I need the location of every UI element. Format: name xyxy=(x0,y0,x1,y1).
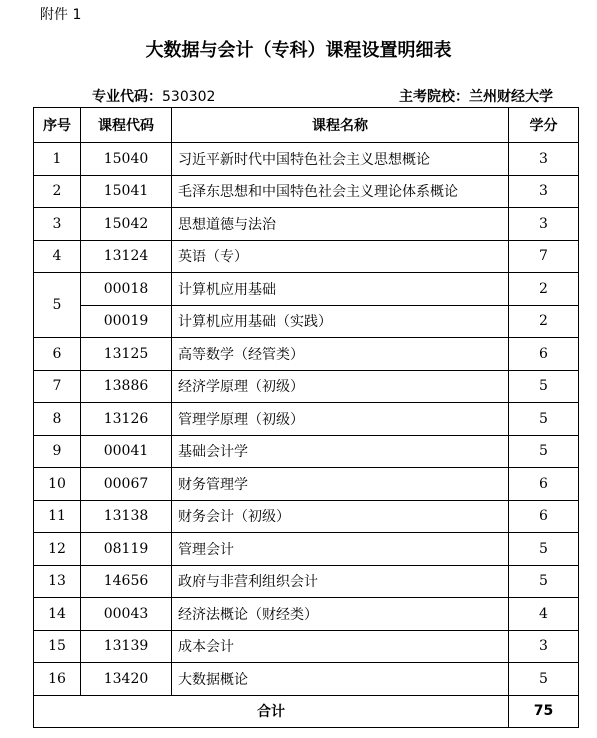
table-row xyxy=(34,468,579,501)
row-course-name: 思想道德与法治 xyxy=(172,208,509,241)
row-credit: 5 xyxy=(509,403,579,436)
major-code-label: 专业代码： xyxy=(92,89,162,105)
row-credit: 5 xyxy=(509,370,579,403)
row-credit: 5 xyxy=(509,435,579,468)
row-code: 00041 xyxy=(81,435,172,468)
row-credit: 5 xyxy=(509,565,579,598)
row-seq: 11 xyxy=(34,500,81,533)
row-code: 00019 xyxy=(81,305,172,338)
table-row xyxy=(34,305,579,338)
row-course-name: 毛泽东思想和中国特色社会主义理论体系概论 xyxy=(172,175,509,208)
row-seq: 3 xyxy=(34,208,81,241)
row-credit: 5 xyxy=(509,533,579,566)
row-course-name: 基础会计学 xyxy=(172,435,509,468)
row-credit: 6 xyxy=(509,468,579,501)
row-course-name: 经济法概论（财经类） xyxy=(172,598,509,631)
row-seq: 15 xyxy=(34,630,81,663)
row-seq: 7 xyxy=(34,370,81,403)
row-code: 15042 xyxy=(81,208,172,241)
table-row xyxy=(34,598,579,631)
row-course-name: 英语（专） xyxy=(172,240,509,273)
school-line xyxy=(399,86,553,106)
row-code: 13125 xyxy=(81,338,172,371)
total-row xyxy=(34,695,579,727)
row-code: 08119 xyxy=(81,533,172,566)
row-credit: 3 xyxy=(509,208,579,241)
row-code: 13126 xyxy=(81,403,172,436)
row-code: 13139 xyxy=(81,630,172,663)
attachment-label: 附件 1 xyxy=(40,7,82,23)
table-row xyxy=(34,273,579,306)
row-course-name: 计算机应用基础（实践） xyxy=(172,305,509,338)
row-seq: 8 xyxy=(34,403,81,436)
row-code: 00043 xyxy=(81,598,172,631)
table-header-row xyxy=(34,108,579,143)
row-credit: 3 xyxy=(509,175,579,208)
row-code: 13124 xyxy=(81,240,172,273)
row-course-name: 计算机应用基础 xyxy=(172,273,509,306)
table-row xyxy=(34,208,579,241)
table-row xyxy=(34,175,579,208)
row-seq: 13 xyxy=(34,565,81,598)
row-credit: 2 xyxy=(509,273,579,306)
table-row xyxy=(34,143,579,176)
row-course-name: 高等数学（经管类） xyxy=(172,338,509,371)
row-course-name: 政府与非营利组织会计 xyxy=(172,565,509,598)
row-course-name: 管理学原理（初级） xyxy=(172,403,509,436)
row-credit: 7 xyxy=(509,240,579,273)
course-table xyxy=(33,107,579,728)
row-course-name: 财务会计（初级） xyxy=(172,500,509,533)
header-name: 课程名称 xyxy=(172,108,509,143)
table-row xyxy=(34,630,579,663)
table-row xyxy=(34,435,579,468)
row-seq: 6 xyxy=(34,338,81,371)
header-code: 课程代码 xyxy=(81,108,172,143)
row-seq: 9 xyxy=(34,435,81,468)
table-row xyxy=(34,240,579,273)
row-code: 13138 xyxy=(81,500,172,533)
header-seq: 序号 xyxy=(34,108,81,143)
row-course-name: 经济学原理（初级） xyxy=(172,370,509,403)
row-course-name: 管理会计 xyxy=(172,533,509,566)
table-row xyxy=(34,338,579,371)
major-code-value: 530302 xyxy=(162,89,216,105)
row-credit: 4 xyxy=(509,598,579,631)
row-code: 15040 xyxy=(81,143,172,176)
table-row xyxy=(34,403,579,436)
row-credit: 5 xyxy=(509,663,579,696)
row-seq: 16 xyxy=(34,663,81,696)
row-code: 13886 xyxy=(81,370,172,403)
table-row xyxy=(34,533,579,566)
row-credit: 3 xyxy=(509,143,579,176)
school-value: 兰州财经大学 xyxy=(469,89,553,105)
row-code: 13420 xyxy=(81,663,172,696)
header-credit: 学分 xyxy=(509,108,579,143)
row-seq: 10 xyxy=(34,468,81,501)
table-row xyxy=(34,663,579,696)
total-label: 合计 xyxy=(34,695,509,727)
row-code: 14656 xyxy=(81,565,172,598)
major-code-line xyxy=(92,86,215,106)
row-credit: 6 xyxy=(509,338,579,371)
table-row xyxy=(34,370,579,403)
row-course-name: 大数据概论 xyxy=(172,663,509,696)
row-seq: 1 xyxy=(34,143,81,176)
row-course-name: 习近平新时代中国特色社会主义思想概论 xyxy=(172,143,509,176)
row-code: 00067 xyxy=(81,468,172,501)
total-credit: 75 xyxy=(509,695,579,727)
row-credit: 3 xyxy=(509,630,579,663)
row-credit: 6 xyxy=(509,500,579,533)
row-seq: 14 xyxy=(34,598,81,631)
table-row xyxy=(34,565,579,598)
school-label: 主考院校： xyxy=(399,89,469,105)
row-seq-merged: 5 xyxy=(34,273,81,338)
row-credit: 2 xyxy=(509,305,579,338)
row-course-name: 成本会计 xyxy=(172,630,509,663)
row-seq: 4 xyxy=(34,240,81,273)
document-title: 大数据与会计（专科）课程设置明细表 xyxy=(145,40,452,61)
row-course-name: 财务管理学 xyxy=(172,468,509,501)
row-code: 15041 xyxy=(81,175,172,208)
row-seq: 2 xyxy=(34,175,81,208)
row-seq: 12 xyxy=(34,533,81,566)
row-code: 00018 xyxy=(81,273,172,306)
table-row xyxy=(34,500,579,533)
